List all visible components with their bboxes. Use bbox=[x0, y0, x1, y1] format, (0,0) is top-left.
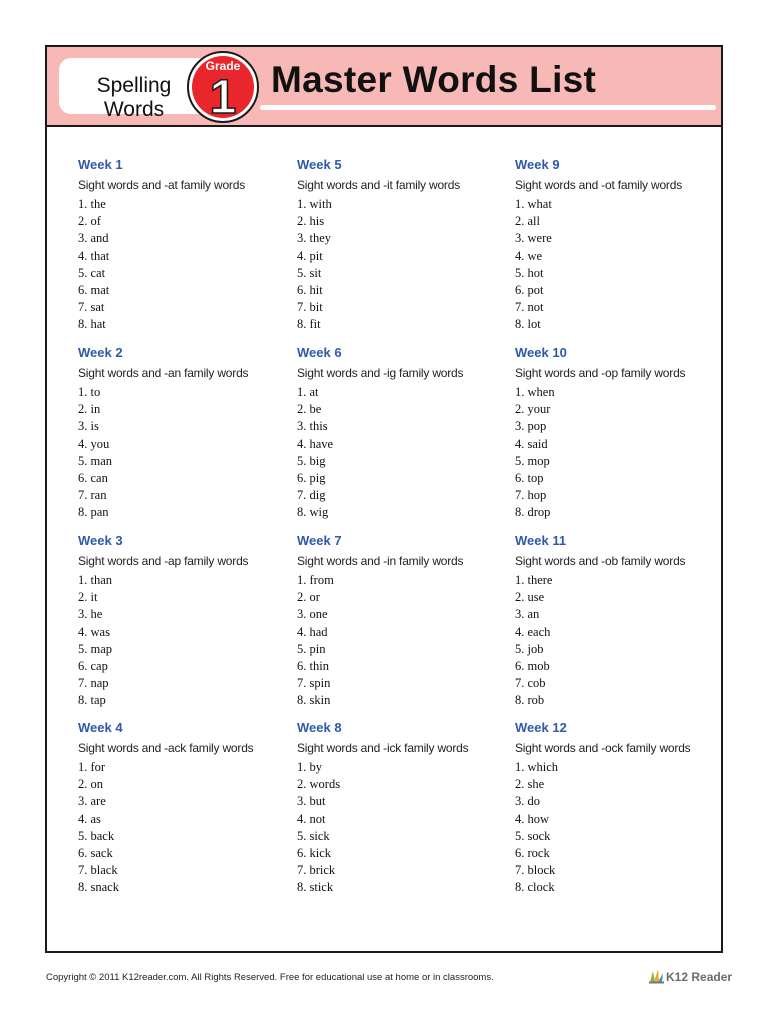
week-title: Week 3 bbox=[78, 533, 123, 548]
week-block bbox=[78, 155, 288, 334]
week-subtitle: Sight words and -ap family words bbox=[78, 554, 249, 568]
word-list bbox=[78, 572, 288, 710]
word-item: 3. but bbox=[297, 794, 326, 809]
header-banner bbox=[47, 47, 721, 127]
word-item: 1. when bbox=[515, 385, 555, 399]
week-subtitle: Sight words and -ick family words bbox=[297, 741, 469, 755]
week-subtitle: Sight words and -ig family words bbox=[297, 366, 464, 380]
word-item: 3. an bbox=[515, 607, 540, 622]
grade-badge bbox=[186, 50, 260, 124]
word-item: 1. for bbox=[78, 760, 106, 774]
word-list bbox=[515, 196, 725, 334]
word-item: 5. mop bbox=[515, 453, 550, 468]
word-item: 4. have bbox=[297, 436, 334, 451]
word-item: 5. back bbox=[78, 828, 115, 843]
logo-text: K12 Reader bbox=[666, 970, 733, 984]
week-title: Week 7 bbox=[297, 533, 342, 548]
word-item: 1. than bbox=[78, 573, 113, 587]
word-item: 5. sock bbox=[515, 828, 551, 843]
week-title: Week 9 bbox=[515, 157, 560, 172]
week-subtitle: Sight words and -it family words bbox=[297, 178, 460, 192]
word-item: 4. that bbox=[78, 248, 110, 263]
week-subtitle: Sight words and -op family words bbox=[515, 366, 686, 380]
worksheet bbox=[45, 45, 723, 953]
word-item: 1. by bbox=[297, 760, 322, 774]
word-item: 4. you bbox=[78, 436, 110, 451]
word-item: 2. be bbox=[297, 402, 322, 417]
week-title: Week 1 bbox=[78, 157, 123, 172]
word-item: 3. they bbox=[297, 231, 332, 246]
week-subtitle: Sight words and -in family words bbox=[297, 554, 464, 568]
word-list bbox=[78, 196, 288, 334]
word-item: 7. not bbox=[515, 300, 544, 315]
word-item: 1. at bbox=[297, 385, 319, 399]
word-item: 6. cap bbox=[78, 658, 108, 673]
word-item: 2. it bbox=[78, 590, 98, 605]
word-item: 2. use bbox=[515, 590, 545, 605]
week-title: Week 10 bbox=[515, 345, 567, 360]
word-item: 2. words bbox=[297, 777, 341, 792]
word-item: 6. hit bbox=[297, 282, 323, 297]
word-item: 8. pan bbox=[78, 505, 109, 520]
word-item: 2. of bbox=[78, 214, 101, 229]
week-block bbox=[515, 531, 725, 710]
word-item: 5. sick bbox=[297, 828, 330, 843]
word-item: 4. how bbox=[515, 811, 550, 826]
week-block bbox=[515, 343, 725, 522]
week-title: Week 5 bbox=[297, 157, 342, 172]
word-list bbox=[297, 572, 507, 710]
word-item: 4. said bbox=[515, 436, 548, 451]
word-list bbox=[297, 196, 507, 334]
grade-label: Grade bbox=[205, 59, 241, 73]
word-item: 2. his bbox=[297, 214, 325, 229]
word-item: 3. and bbox=[78, 231, 109, 246]
title-underline bbox=[260, 105, 716, 110]
week-block bbox=[78, 531, 288, 710]
week-title: Week 11 bbox=[515, 533, 567, 548]
week-block bbox=[297, 531, 507, 710]
footer-logo[interactable] bbox=[648, 967, 733, 987]
word-list bbox=[515, 384, 725, 522]
word-item: 8. wig bbox=[297, 505, 329, 520]
word-item: 2. all bbox=[515, 214, 540, 229]
word-list bbox=[515, 759, 725, 897]
word-item: 6. mat bbox=[78, 282, 110, 297]
word-item: 2. in bbox=[78, 402, 101, 417]
word-item: 5. big bbox=[297, 453, 326, 468]
week-subtitle: Sight words and -ob family words bbox=[515, 554, 686, 568]
word-item: 6. pot bbox=[515, 282, 544, 297]
word-item: 5. hot bbox=[515, 265, 544, 280]
word-item: 6. thin bbox=[297, 658, 329, 673]
word-item: 5. cat bbox=[78, 265, 106, 280]
word-item: 3. were bbox=[515, 231, 552, 246]
week-block bbox=[297, 718, 507, 897]
word-item: 8. snack bbox=[78, 880, 119, 895]
word-item: 6. top bbox=[515, 470, 544, 485]
word-list bbox=[297, 759, 507, 897]
week-title: Week 2 bbox=[78, 345, 123, 360]
word-item: 1. there bbox=[515, 573, 553, 587]
word-item: 6. pig bbox=[297, 470, 326, 485]
word-item: 5. job bbox=[515, 641, 544, 656]
spelling-line2: Words bbox=[103, 98, 165, 121]
word-item: 7. nap bbox=[78, 676, 109, 691]
word-item: 4. pit bbox=[297, 248, 323, 263]
word-item: 7. bit bbox=[297, 300, 323, 315]
word-item: 4. we bbox=[515, 248, 543, 263]
word-item: 2. she bbox=[515, 777, 545, 792]
week-title: Week 8 bbox=[297, 720, 342, 735]
word-list bbox=[78, 759, 288, 897]
week-block bbox=[297, 343, 507, 522]
word-item: 3. do bbox=[515, 794, 540, 809]
word-item: 4. each bbox=[515, 624, 551, 639]
word-item: 3. is bbox=[78, 419, 99, 434]
word-item: 1. with bbox=[297, 197, 332, 211]
word-item: 2. on bbox=[78, 777, 103, 792]
word-item: 8. hat bbox=[78, 317, 106, 332]
word-item: 3. he bbox=[78, 607, 103, 622]
word-list bbox=[78, 384, 288, 522]
word-item: 3. this bbox=[297, 419, 328, 434]
word-item: 6. can bbox=[78, 470, 108, 485]
word-item: 7. sat bbox=[78, 300, 105, 315]
footer-copyright: Copyright © 2011 K12reader.com. All Rights Reserved. Free for educational use at home or in classrooms. bbox=[46, 972, 494, 983]
spelling-words-label bbox=[79, 74, 189, 122]
k12-reader-logo-icon bbox=[648, 968, 666, 984]
word-item: 1. to bbox=[78, 385, 101, 399]
week-title: Week 6 bbox=[297, 345, 342, 360]
word-item: 8. lot bbox=[515, 317, 541, 332]
page-title: Master Words List bbox=[271, 59, 597, 100]
word-item: 7. dig bbox=[297, 488, 326, 503]
word-item: 7. spin bbox=[297, 676, 331, 691]
word-item: 6. kick bbox=[297, 845, 332, 860]
week-block bbox=[78, 343, 288, 522]
word-item: 5. map bbox=[78, 641, 113, 656]
word-list bbox=[515, 572, 725, 710]
word-item: 6. rock bbox=[515, 845, 550, 860]
word-item: 8. clock bbox=[515, 880, 555, 895]
word-item: 4. had bbox=[297, 624, 328, 639]
word-item: 6. sack bbox=[78, 845, 113, 860]
word-item: 3. one bbox=[297, 607, 328, 622]
word-item: 7. black bbox=[78, 863, 118, 878]
word-item: 5. sit bbox=[297, 265, 322, 280]
week-subtitle: Sight words and -an family words bbox=[78, 366, 249, 380]
word-item: 5. man bbox=[78, 453, 113, 468]
word-item: 8. rob bbox=[515, 693, 545, 708]
week-title: Week 12 bbox=[515, 720, 567, 735]
word-item: 4. as bbox=[78, 811, 101, 826]
word-item: 8. skin bbox=[297, 693, 331, 708]
word-item: 3. pop bbox=[515, 419, 547, 434]
word-item: 1. what bbox=[515, 197, 552, 211]
word-item: 8. tap bbox=[78, 693, 106, 708]
spelling-line1: Spelling bbox=[96, 74, 172, 97]
word-item: 8. drop bbox=[515, 505, 551, 520]
week-subtitle: Sight words and -at family words bbox=[78, 178, 246, 192]
word-list bbox=[297, 384, 507, 522]
word-item: 1. from bbox=[297, 573, 334, 587]
word-item: 7. hop bbox=[515, 488, 547, 503]
week-block bbox=[515, 155, 725, 334]
grade-number: 1 bbox=[209, 71, 237, 124]
word-item: 5. pin bbox=[297, 641, 326, 656]
week-subtitle: Sight words and -ack family words bbox=[78, 741, 254, 755]
word-item: 1. which bbox=[515, 760, 559, 774]
word-item: 7. brick bbox=[297, 863, 336, 878]
word-item: 4. not bbox=[297, 811, 326, 826]
word-item: 7. cob bbox=[515, 676, 546, 691]
week-subtitle: Sight words and -ot family words bbox=[515, 178, 683, 192]
week-title: Week 4 bbox=[78, 720, 123, 735]
week-block bbox=[78, 718, 288, 897]
word-item: 2. your bbox=[515, 402, 551, 417]
word-item: 4. was bbox=[78, 624, 110, 639]
week-block bbox=[515, 718, 725, 897]
week-subtitle: Sight words and -ock family words bbox=[515, 741, 691, 755]
week-block bbox=[297, 155, 507, 334]
word-item: 3. are bbox=[78, 794, 106, 809]
word-item: 7. block bbox=[515, 863, 556, 878]
word-item: 6. mob bbox=[515, 658, 550, 673]
word-item: 7. ran bbox=[78, 488, 107, 503]
word-item: 1. the bbox=[78, 197, 106, 211]
word-item: 8. stick bbox=[297, 880, 334, 895]
word-item: 8. fit bbox=[297, 317, 321, 332]
word-item: 2. or bbox=[297, 590, 320, 605]
